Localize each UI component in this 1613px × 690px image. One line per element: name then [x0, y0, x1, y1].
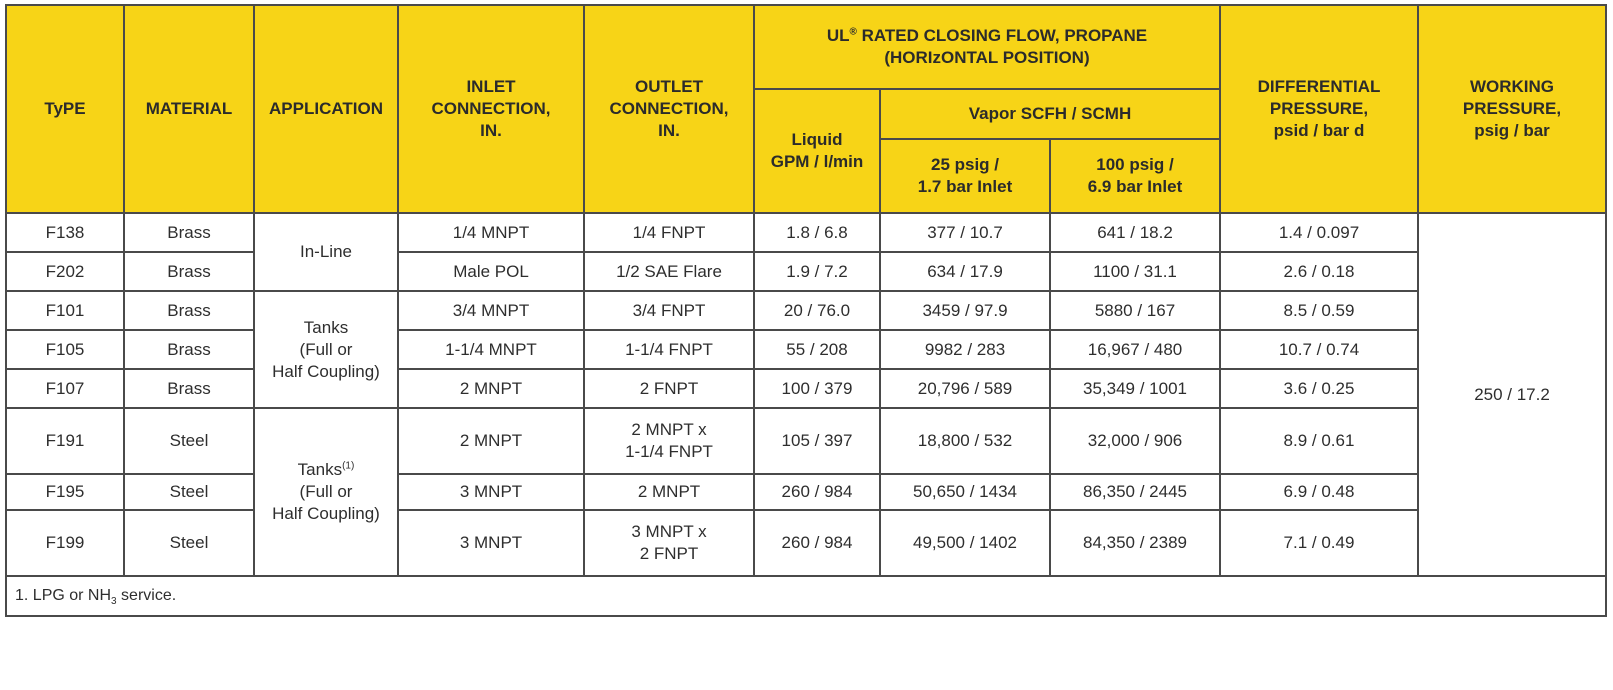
cell-liquid: 260 / 984: [754, 474, 880, 510]
col-header-inlet-line: IN.: [480, 121, 502, 140]
col-header-outlet-line: IN.: [658, 121, 680, 140]
cell-vapor-100: 641 / 18.2: [1050, 213, 1220, 252]
application-word: Tanks: [297, 460, 343, 479]
application-line: (Full or: [299, 339, 353, 359]
cell-outlet: 1/2 SAE Flare: [584, 252, 754, 291]
registered-mark: ®: [849, 26, 857, 38]
cell-differential: 8.9 / 0.61: [1220, 408, 1418, 474]
cell-vapor-25: 20,796 / 589: [880, 369, 1050, 408]
cell-material: Brass: [124, 252, 254, 291]
cell-type: F191: [6, 408, 124, 474]
cell-liquid: 260 / 984: [754, 510, 880, 576]
ul-title-text: RATED CLOSING FLOW, PROPANE: [861, 26, 1148, 45]
cell-inlet: 3/4 MNPT: [398, 291, 584, 330]
col-header-differential-line: DIFFERENTIAL: [1257, 77, 1381, 96]
col-header-material-label: MATERIAL: [145, 99, 233, 118]
col-header-working-line: PRESSURE,: [1462, 99, 1562, 118]
cell-outlet-line: 2 MNPT x: [631, 420, 707, 439]
col-header-working-line: WORKING: [1469, 77, 1555, 96]
col-header-vapor-25-line: 1.7 bar Inlet: [917, 177, 1013, 196]
cell-outlet: 1-1/4 FNPT: [584, 330, 754, 369]
cell-inlet: Male POL: [398, 252, 584, 291]
col-header-outlet-line: CONNECTION,: [609, 99, 729, 118]
cell-outlet: [584, 510, 754, 576]
cell-vapor-100: 1100 / 31.1: [1050, 252, 1220, 291]
cell-inlet: 1-1/4 MNPT: [398, 330, 584, 369]
col-header-outlet-line: OUTLET: [635, 77, 703, 96]
col-header-application: [254, 5, 398, 213]
cell-outlet: 2 MNPT: [584, 474, 754, 510]
footnote-ref: (1): [342, 460, 355, 472]
cell-vapor-25: 3459 / 97.9: [880, 291, 1050, 330]
col-header-inlet: [398, 5, 584, 213]
col-header-differential: [1220, 5, 1418, 213]
cell-vapor-25: 9982 / 283: [880, 330, 1050, 369]
cell-inlet: 3 MNPT: [398, 474, 584, 510]
cell-liquid: 100 / 379: [754, 369, 880, 408]
footnote-subscript: 3: [111, 596, 117, 608]
col-header-differential-line: PRESSURE,: [1269, 99, 1369, 118]
cell-type: F195: [6, 474, 124, 510]
application-line: [259, 459, 393, 481]
cell-type: F107: [6, 369, 124, 408]
cell-inlet: 3 MNPT: [398, 510, 584, 576]
col-header-differential-line: psid / bar d: [1273, 121, 1365, 140]
cell-liquid: 55 / 208: [754, 330, 880, 369]
col-header-vapor-100-line: 6.9 bar Inlet: [1087, 177, 1183, 196]
col-header-inlet-line: INLET: [466, 77, 516, 96]
cell-outlet: 2 FNPT: [584, 369, 754, 408]
ul-mark: UL: [826, 26, 850, 45]
cell-material: Steel: [124, 510, 254, 576]
col-header-ul-flow-line1: [759, 25, 1215, 47]
cell-material: Brass: [124, 369, 254, 408]
cell-vapor-100: 32,000 / 906: [1050, 408, 1220, 474]
cell-differential: 1.4 / 0.097: [1220, 213, 1418, 252]
col-header-ul-flow-line2: (HORIzONTAL POSITION): [884, 48, 1090, 67]
cell-material: Steel: [124, 474, 254, 510]
cell-differential: 2.6 / 0.18: [1220, 252, 1418, 291]
application-line: Half Coupling): [272, 504, 380, 523]
cell-vapor-100: 86,350 / 2445: [1050, 474, 1220, 510]
col-header-inlet-line: CONNECTION,: [431, 99, 551, 118]
col-header-vapor-100-line: 100 psig /: [1096, 155, 1174, 174]
cell-vapor-100: 84,350 / 2389: [1050, 510, 1220, 576]
cell-vapor-100: 5880 / 167: [1050, 291, 1220, 330]
table-row: [6, 474, 1606, 510]
cell-outlet: 3/4 FNPT: [584, 291, 754, 330]
col-header-vapor: [880, 89, 1220, 139]
cell-differential: 3.6 / 0.25: [1220, 369, 1418, 408]
cell-vapor-25: 377 / 10.7: [880, 213, 1050, 252]
cell-application-inline: In-Line: [254, 213, 398, 291]
cell-vapor-100: 35,349 / 1001: [1050, 369, 1220, 408]
footnote: [6, 576, 1606, 616]
application-line: Tanks: [303, 317, 349, 337]
cell-liquid: 1.9 / 7.2: [754, 252, 880, 291]
col-header-working: [1418, 5, 1606, 213]
cell-vapor-25: 50,650 / 1434: [880, 474, 1050, 510]
table-row: [6, 408, 1606, 474]
cell-material: Brass: [124, 291, 254, 330]
cell-material: Brass: [124, 213, 254, 252]
col-header-liquid-line: Liquid: [791, 130, 843, 149]
table-row: [6, 291, 1606, 330]
cell-liquid: 1.8 / 6.8: [754, 213, 880, 252]
col-header-application-label: APPLICATION: [269, 99, 383, 118]
cell-outlet-line: 3 MNPT x: [631, 522, 707, 541]
col-header-material: [124, 5, 254, 213]
cell-outlet: 1/4 FNPT: [584, 213, 754, 252]
cell-vapor-25: 634 / 17.9: [880, 252, 1050, 291]
table-row: [6, 330, 1606, 369]
table-row: [6, 510, 1606, 576]
col-header-working-line: psig / bar: [1474, 121, 1550, 140]
col-header-vapor-100: [1050, 139, 1220, 213]
cell-outlet-line: 2 FNPT: [639, 544, 699, 563]
cell-differential: 7.1 / 0.49: [1220, 510, 1418, 576]
cell-vapor-25: 49,500 / 1402: [880, 510, 1050, 576]
cell-inlet: 2 MNPT: [398, 408, 584, 474]
cell-application-tanks-footnoted: [254, 408, 398, 576]
cell-material: Steel: [124, 408, 254, 474]
cell-type: F138: [6, 213, 124, 252]
spec-table: [5, 4, 1607, 617]
cell-vapor-100: 16,967 / 480: [1050, 330, 1220, 369]
cell-working-pressure: 250 / 17.2: [1418, 213, 1606, 576]
cell-outlet: [584, 408, 754, 474]
footnote-row: [6, 576, 1606, 616]
col-header-liquid-line: GPM / l/min: [770, 152, 864, 171]
footnote-text: 1. LPG or NH: [15, 587, 112, 604]
cell-type: F199: [6, 510, 124, 576]
cell-differential: 10.7 / 0.74: [1220, 330, 1418, 369]
cell-differential: 6.9 / 0.48: [1220, 474, 1418, 510]
cell-vapor-25: 18,800 / 532: [880, 408, 1050, 474]
cell-outlet-line: 1-1/4 FNPT: [625, 442, 713, 461]
cell-type: F101: [6, 291, 124, 330]
cell-inlet: 1/4 MNPT: [398, 213, 584, 252]
col-header-type: [6, 5, 124, 213]
col-header-liquid: [754, 89, 880, 213]
col-header-vapor-25: [880, 139, 1050, 213]
table-row: [6, 213, 1606, 252]
spec-table-wrapper: [5, 4, 1605, 617]
cell-liquid: 105 / 397: [754, 408, 880, 474]
cell-material: Brass: [124, 330, 254, 369]
col-header-type-label: TyPE: [44, 99, 86, 118]
col-header-ul-flow: [754, 5, 1220, 89]
cell-application-tanks: [254, 291, 398, 408]
application-line: Half Coupling): [272, 361, 380, 381]
cell-type: F202: [6, 252, 124, 291]
footnote-text-suffix: service.: [116, 587, 177, 604]
cell-differential: 8.5 / 0.59: [1220, 291, 1418, 330]
header-row-1: [6, 5, 1606, 89]
table-row: [6, 369, 1606, 408]
cell-liquid: 20 / 76.0: [754, 291, 880, 330]
cell-inlet: 2 MNPT: [398, 369, 584, 408]
application-line: (Full or: [299, 482, 353, 501]
cell-type: F105: [6, 330, 124, 369]
table-row: [6, 252, 1606, 291]
col-header-outlet: [584, 5, 754, 213]
col-header-vapor-25-line: 25 psig /: [930, 155, 1000, 174]
col-header-vapor-label: Vapor SCFH / SCMH: [968, 104, 1132, 123]
